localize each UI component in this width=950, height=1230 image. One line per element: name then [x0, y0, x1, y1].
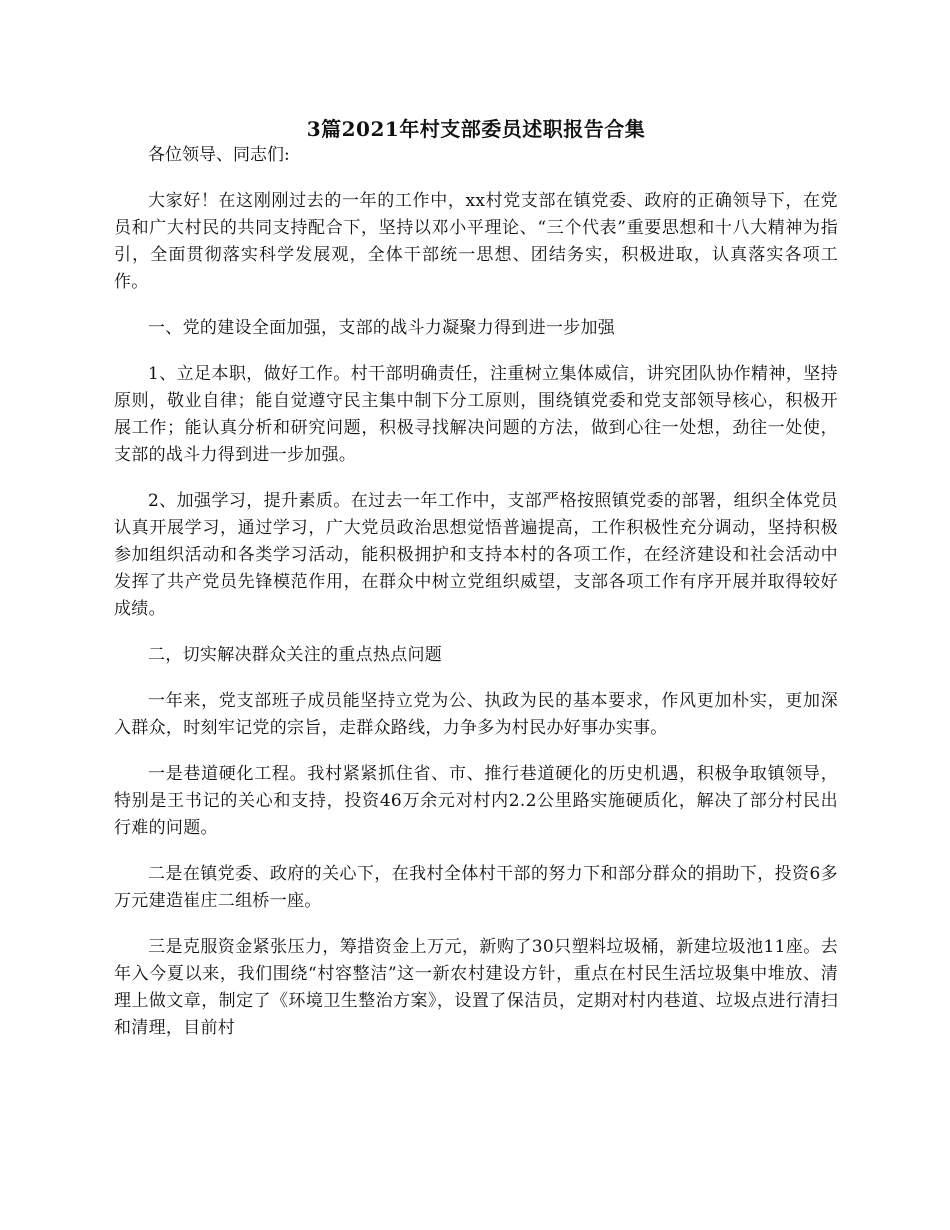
document-title: 3篇2021年村支部委员述职报告合集 [306, 117, 646, 141]
paragraph-item-1: 1、立足本职，做好工作。村干部明确责任，注重树立集体威信，讲究团队协作精神，坚持原则，敬业自律；能自觉遵守民主集中制下分工原则，围绕镇党委和党支部领导核心，积极开展工作；能认真分析和研究问题，积极寻找解决问题的方法，做到心往一处想，劲往一处使，支部的战斗力得到进一步加强。 [114, 364, 838, 465]
paragraph-project-1: 一是巷道硬化工程。我村紧紧抓住省、市、推行巷道硬化的历史机遇，积极争取镇领导，特别是王书记的关心和支持，投资46万余元对村内2.2公里路实施硬质化，解决了部分村民出行难的问题。 [114, 764, 838, 838]
paragraph-project-2: 二是在镇党委、政府的关心下，在我村全体村干部的努力下和部分群众的捐助下，投资6多万元建造崔庄二组桥一座。 [114, 864, 838, 911]
paragraph-item-2: 2、加强学习，提升素质。在过去一年工作中，支部严格按照镇党委的部署，组织全体党员认真开展学习，通过学习，广大党员政治思想觉悟普遍提高，工作积极性充分调动，坚持积极参加组织活动和各类学习活动，能积极拥护和支持本村的各项工作，在经济建设和社会活动中发挥了共产党员先锋模范作用，在群众中树立党组织威望，支部各项工作有序开展并取得较好成绩。 [114, 491, 838, 619]
greeting-line: 各位领导、同志们: [148, 145, 290, 165]
section-heading-2: 二，切实解决群众关注的重点热点问题 [148, 645, 443, 665]
document-page [114, 112, 838, 1061]
paragraph-project-3: 三是克服资金紧张压力，筹措资金上万元，新购了30只塑料垃圾桶，新建垃圾池11座。去年入今夏以来，我们围绕“村容整洁”这一新农村建设方针，重点在村民生活垃圾集中堆放、清理上做文章，制定了《环境卫生整治方案》，设置了保洁员，定期对村内巷道、垃圾点进行清扫和清理，目前村 [114, 937, 838, 1038]
section-heading-1: 一、党的建设全面加强，支部的战斗力凝聚力得到进一步加强 [148, 318, 616, 338]
paragraph-intro: 大家好！在这刚刚过去的一年的工作中，xx村党支部在镇党委、政府的正确领导下，在党员和广大村民的共同支持配合下，坚持以邓小平理论、“三个代表”重要思想和十八大精神为指引，全面贯彻落实科学发展观，全体干部统一思想、团结务实，积极进取，认真落实各项工作。 [114, 191, 838, 292]
paragraph-summary: 一年来，党支部班子成员能坚持立党为公、执政为民的基本要求，作风更加朴实，更加深入群众，时刻牢记党的宗旨，走群众路线，力争多为村民办好事办实事。 [114, 691, 838, 738]
